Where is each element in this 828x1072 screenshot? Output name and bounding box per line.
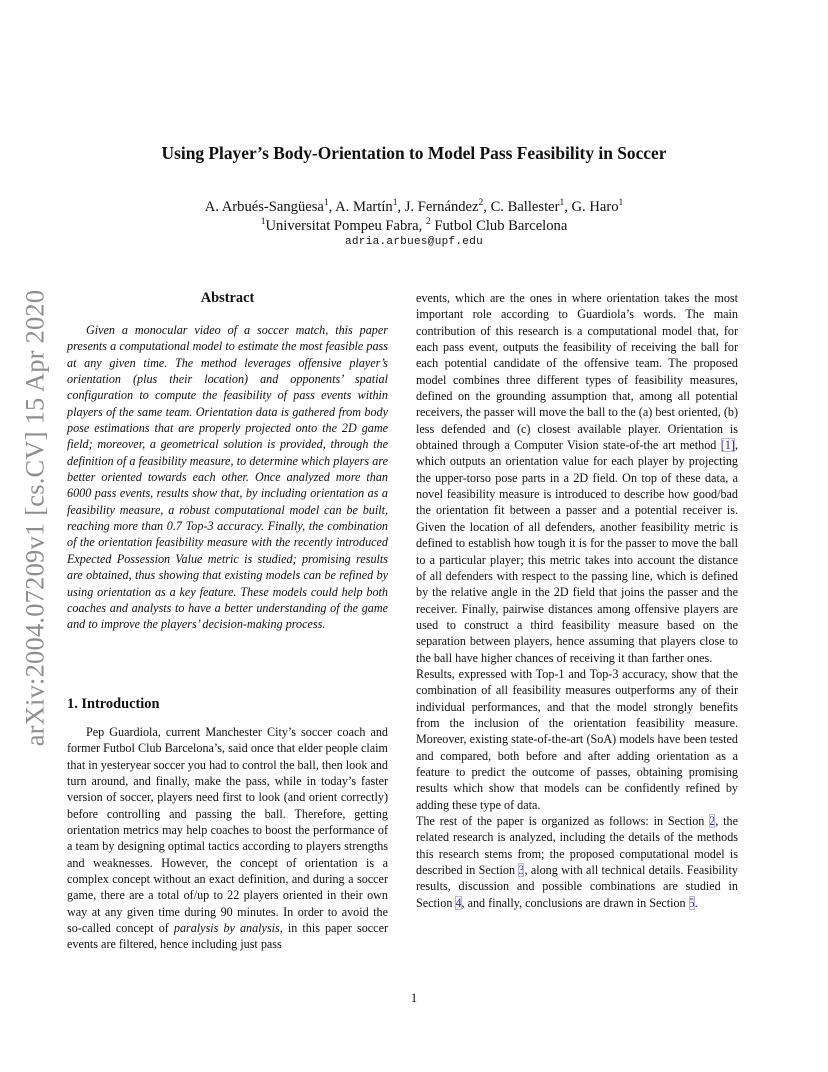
page-number: 1 [410, 991, 418, 1005]
author: G. Haro [571, 198, 619, 215]
section-link[interactable]: 4 [455, 895, 462, 910]
section-link[interactable]: 3 [518, 863, 525, 878]
intro-text: , in this paper soccer events are filtered, hence including just pass [67, 921, 389, 952]
section-link[interactable]: 2 [709, 814, 716, 828]
affiliations [0, 213, 828, 236]
intro-text: Pep Guardiola, current Manchester City’s soccer coach and former Futbol Club Barcelona’s, said once that elder people claim that in yesteryear soccer you had to control the ball, then look and turn around, and finally, make the pass, while in today’s faster version of soccer, players need first to look (and orient correctly) before controlling and passing the ball. Therefore, getting orientation metrics may help coaches to boost the performance of a team by designing optimal tactics according to players strengths and weaknesses. However, the concept of orientation is a complex concept without an exact definition, and during a soccer game, there are a total of/up to 22 players oriented in their own way at any given time during 90 minutes. In order to avoid the so-called concept of [67, 725, 388, 936]
arxiv-stamp-text: arXiv:2004.07209v1 [cs.CV] 15 Apr 2020 [19, 289, 50, 747]
affil-marker: 2 [425, 217, 431, 227]
affiliation-club: Futbol Club Barcelona [434, 217, 568, 234]
author: A. Arbués-Sangüesa [204, 198, 324, 215]
affil-marker: 1 [260, 217, 266, 227]
section-link[interactable]: 5 [688, 895, 695, 910]
intro-heading: 1. Introduction [67, 696, 160, 712]
paragraph-text: , which outputs an orientation value for each player by projecting the upper-torso pose parts in a 2D field. On top of these data, a novel feasibility measure is introduced to describe how good/bad the orientation fit between a passer and a potential receiver is. Given the location of all defenders, another feasibility metric is defined to establish how tough it is for the passer to move the ball to a particular player; this metric takes into account the distance of all defenders with respect to the passing line, which is defined by the relative angle in the 2D field that joins the passer and the receiver. Finally, pairwise distances among offensive players are used to construct a third feasibility measure based on the separation between players, hence assuming that players close to the ball have higher chances of receiving it than farther ones. [416, 438, 738, 665]
paragraph-text: . [694, 895, 698, 910]
paper-title: Using Player’s Body-Orientation to Model Pass Feasibility in Soccer [161, 143, 667, 163]
abstract-text: Given a monocular video of a soccer match, this paper presents a computational model to estimate the most feasible pass at any given time. The method leverages offensive player’s orientation (plus their location) and opponents’ spatial configuration to compute the feasibility of pass events within players of the same team. Orientation data is gathered from body pose estimations that are properly projected onto the 2D game field; moreover, a geometrical solution is provided, through the definition of a feasibility measure, to determine which players are better oriented towards each other. Once analyzed more than 6000 pass events, results show that, by including orientation as a feasibility measure, a robust computational model can be built, reaching more than 0.7 Top-3 accuracy. Finally, the combination of the orientation feasibility measure with the recently introduced Expected Possession Value metric is studied; promising results are obtained, thus showing that existing models can be refined by using orientation as a key feature. These models could help both coaches and analysts to have a better understanding of the game and to improve the players’ decision-making process. [67, 323, 388, 632]
abstract-heading: Abstract [200, 290, 255, 306]
author-list: A. Arbués-Sangüesa$^1$, A. Martín$^1$, J. Fernández$^2$, C. Ballester$^1$, G. Haro$^1$ [204, 198, 624, 215]
paragraph-text: , and finally, conclusions are drawn in Section [461, 895, 689, 910]
affil-marker: 1 [323, 198, 329, 208]
author: A. Martín [335, 198, 393, 215]
affil-marker: 1 [392, 198, 398, 208]
paragraph-text: events, which are the ones in where orientation takes the most important role according to Guardiola’s words. The main contribution of this research is a computational model that, for each pass event, outputs the feasibility of receiving the ball for each potential candidate of the offensive team. The proposed model combines three different types of feasibility measures, defined on the grounding assumption that, among all potential receivers, the passer will move the ball to the (a) best oriented, (b) less defended and (c) closest available player. Orientation is obtained through a Computer Vision state-of-the art method [416, 291, 738, 453]
right-paragraph-3 [416, 813, 738, 911]
paragraph-text: , along with all technical details. Feasibility results, discussion and possible combinations are studied in Section [416, 863, 738, 910]
right-paragraph-2: Results, expressed with Top-1 and Top-3 accuracy, show that the combination of all feasibility measures outperforms any of their individual performances, and that the model strongly benefits from the inclusion of the orientation feasibility measure. Moreover, existing state-of-the-art (SoA) models have been tested and compared, both before and after adding orientation as a feature to predict the outcome of passes, obtaining promising results which show that models can be confidently refined by adding these type of data. [416, 666, 738, 812]
author-email: adria.arbues@upf.edu [344, 236, 484, 248]
affil-marker: 2 [478, 198, 484, 208]
intro-paragraph [67, 724, 388, 953]
right-column [416, 290, 738, 911]
right-paragraph-1 [416, 290, 738, 666]
author: C. Ballester [490, 198, 560, 215]
affil-marker: 1 [559, 198, 565, 208]
affiliation-uni: Universitat Pompeu Fabra, [265, 217, 423, 234]
citation-link[interactable]: [1] [720, 438, 735, 453]
affil-marker: 1 [618, 198, 624, 208]
arxiv-stamp [12, 283, 58, 753]
intro-emphasis: paralysis by analysis [173, 921, 280, 936]
author: J. Fernández [404, 198, 479, 215]
paragraph-text: , the related research is analyzed, including the details of the methods this research stems from; the proposed computational model is described in Section [416, 814, 738, 878]
paragraph-text: The rest of the paper is organized as follows: in Section [416, 814, 710, 828]
